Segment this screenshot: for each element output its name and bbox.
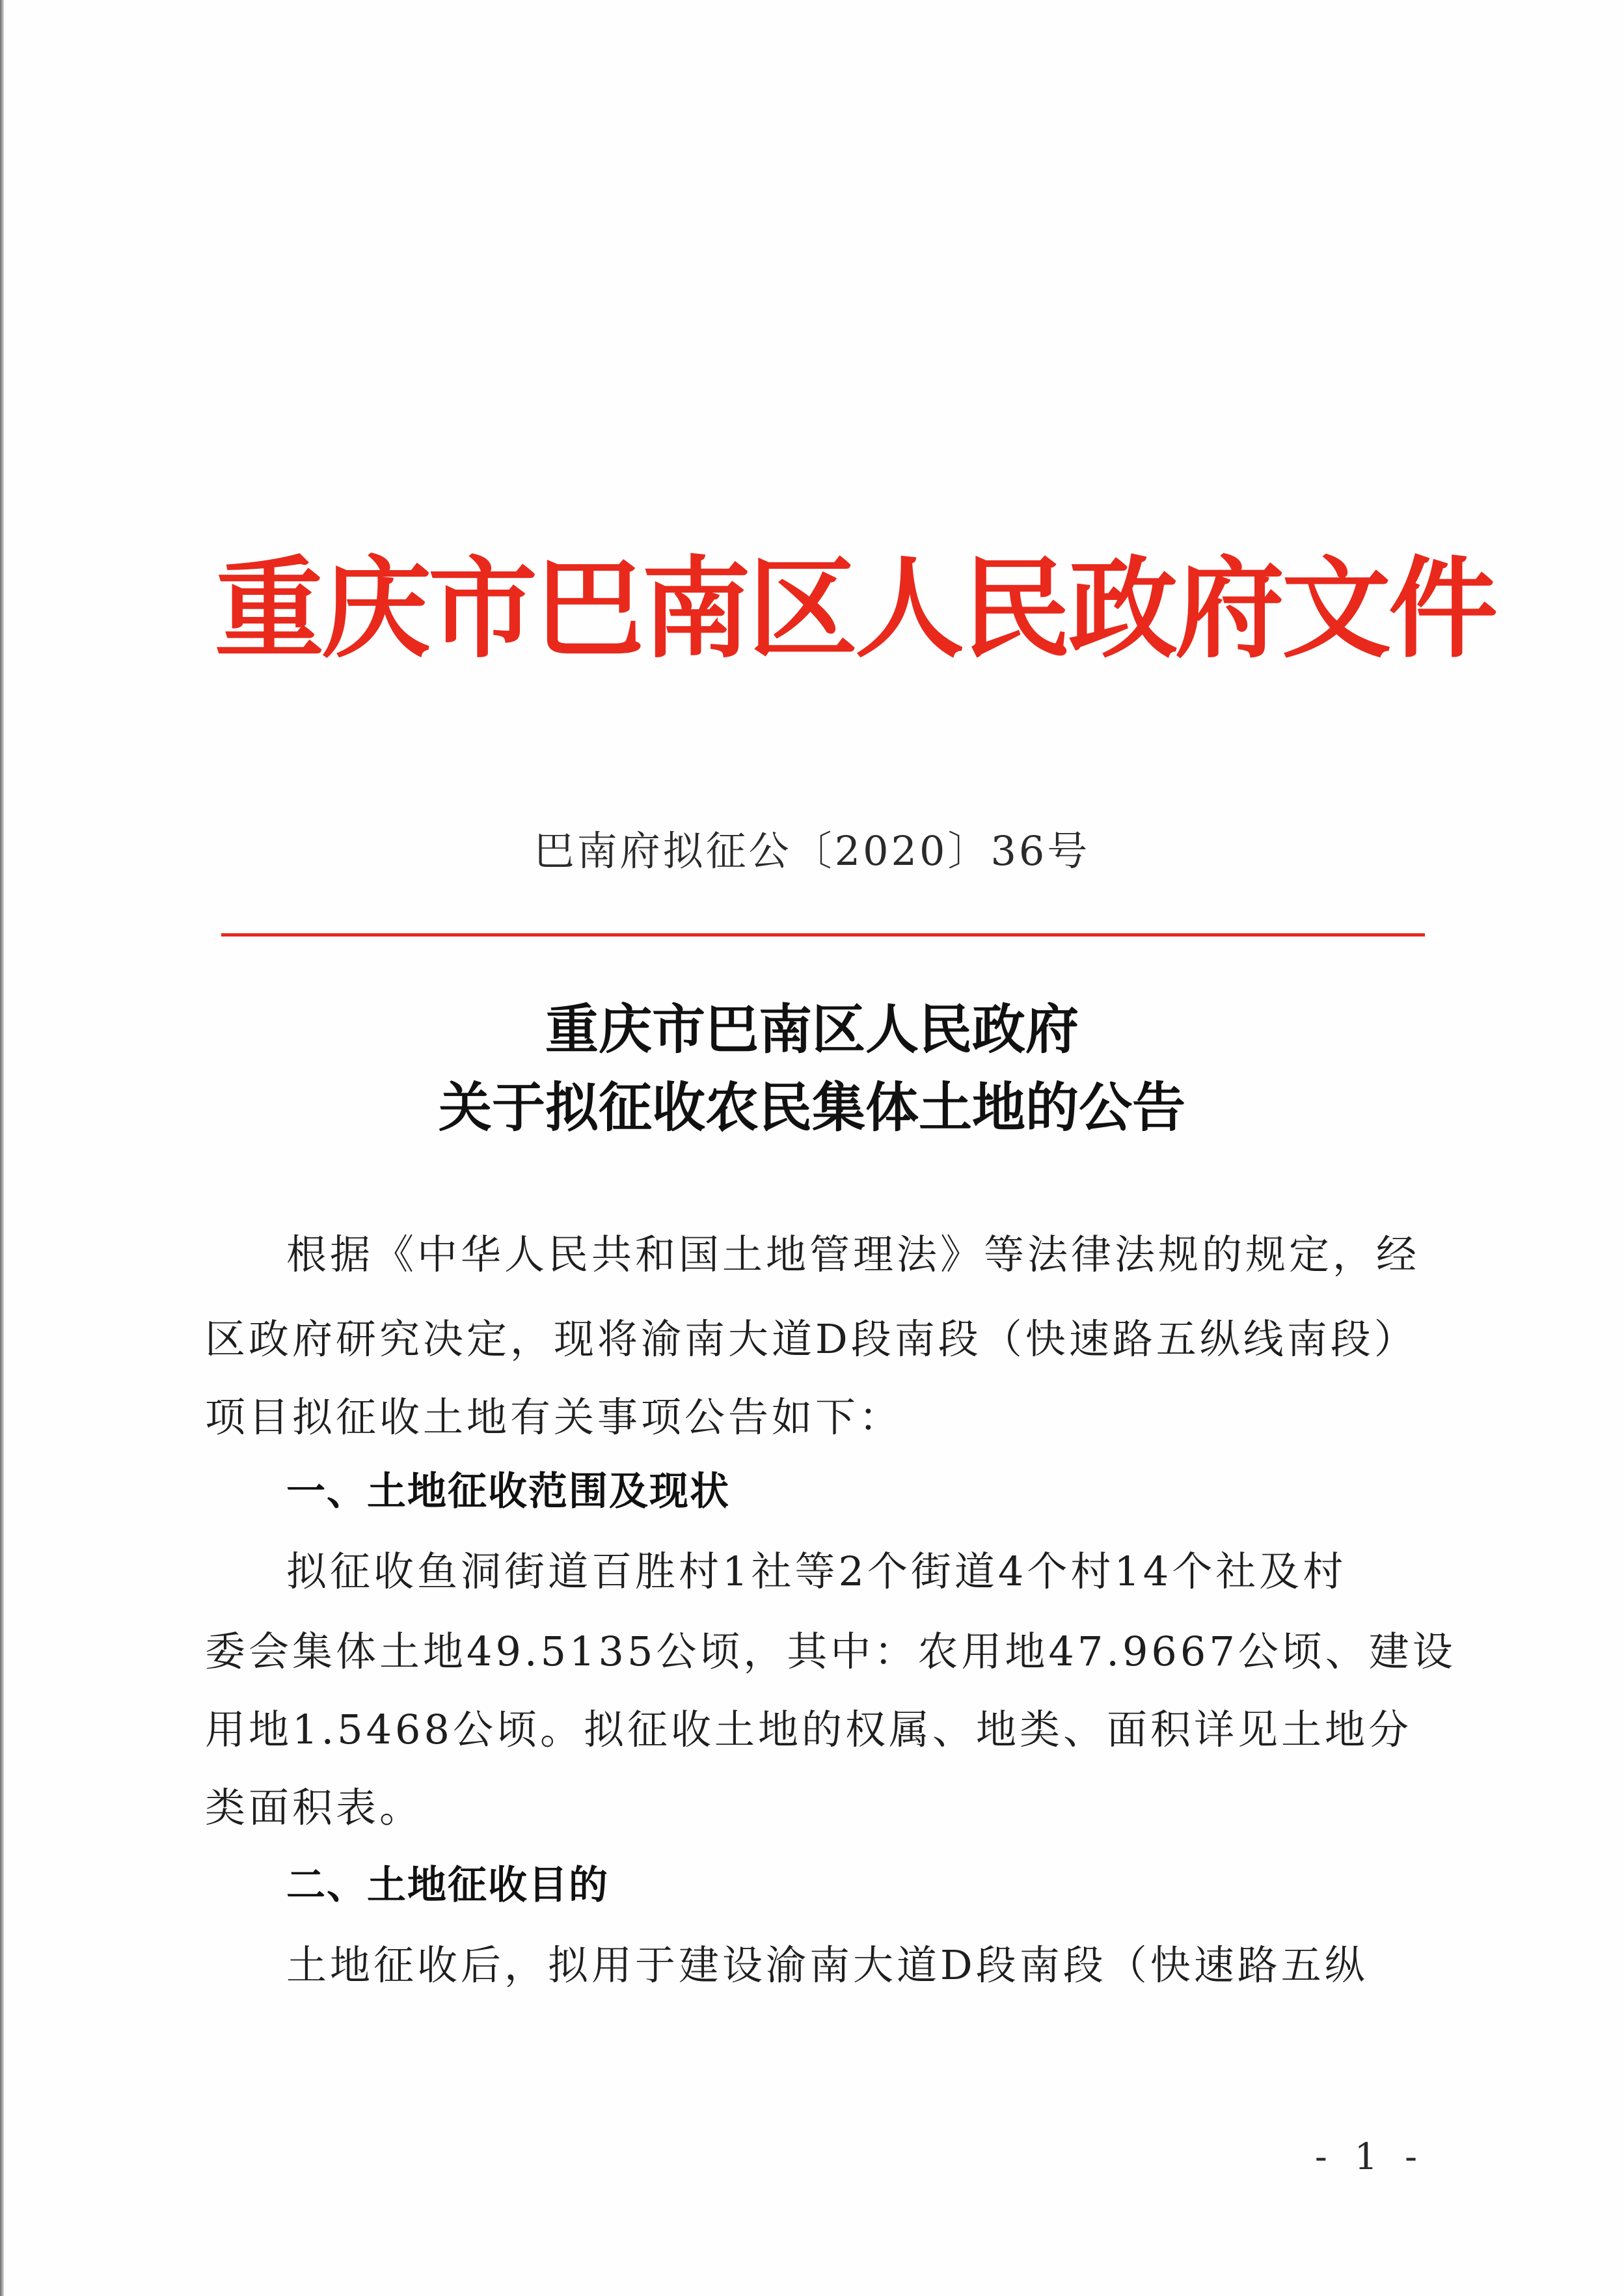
section-2-line-1: 土地征收后，拟用于建设渝南大道D段南段（快速路五纵 <box>286 1941 1368 1989</box>
intro-line-3: 项目拟征收土地有关事项公告如下： <box>205 1393 903 1441</box>
section-2-heading: 二、土地征收目的 <box>286 1863 609 1908</box>
intro-line-2: 区政府研究决定，现将渝南大道D段南段（快速路五纵线南段） <box>205 1315 1418 1363</box>
masthead-title: 重庆市巴南区人民政府文件 <box>215 544 1495 673</box>
notice-title-line-2: 关于拟征收农民集体土地的公告 <box>438 1077 1185 1139</box>
section-1-heading: 一、土地征收范围及现状 <box>286 1469 730 1514</box>
section-1-line-2: 委会集体土地49.5135公顷，其中：农用地47.9667公顷、建设 <box>205 1628 1456 1675</box>
section-1-line-3: 用地1.5468公顷。拟征收土地的权属、地类、面积详见土地分 <box>205 1706 1412 1753</box>
section-1-line-4: 类面积表。 <box>205 1784 424 1831</box>
notice-title-line-1: 重庆市巴南区人民政府 <box>545 999 1079 1061</box>
intro-line-1: 根据《中华人民共和国土地管理法》等法律法规的规定，经 <box>286 1231 1420 1278</box>
section-1-line-1: 拟征收鱼洞街道百胜村1社等2个街道4个村14个社及村 <box>286 1548 1347 1595</box>
page-number: - 1 - <box>1314 2136 1425 2178</box>
document-number: 巴南府拟征公〔2020〕36号 <box>534 827 1090 875</box>
scan-edge-shadow <box>0 0 4 2296</box>
red-divider-line <box>221 933 1425 936</box>
